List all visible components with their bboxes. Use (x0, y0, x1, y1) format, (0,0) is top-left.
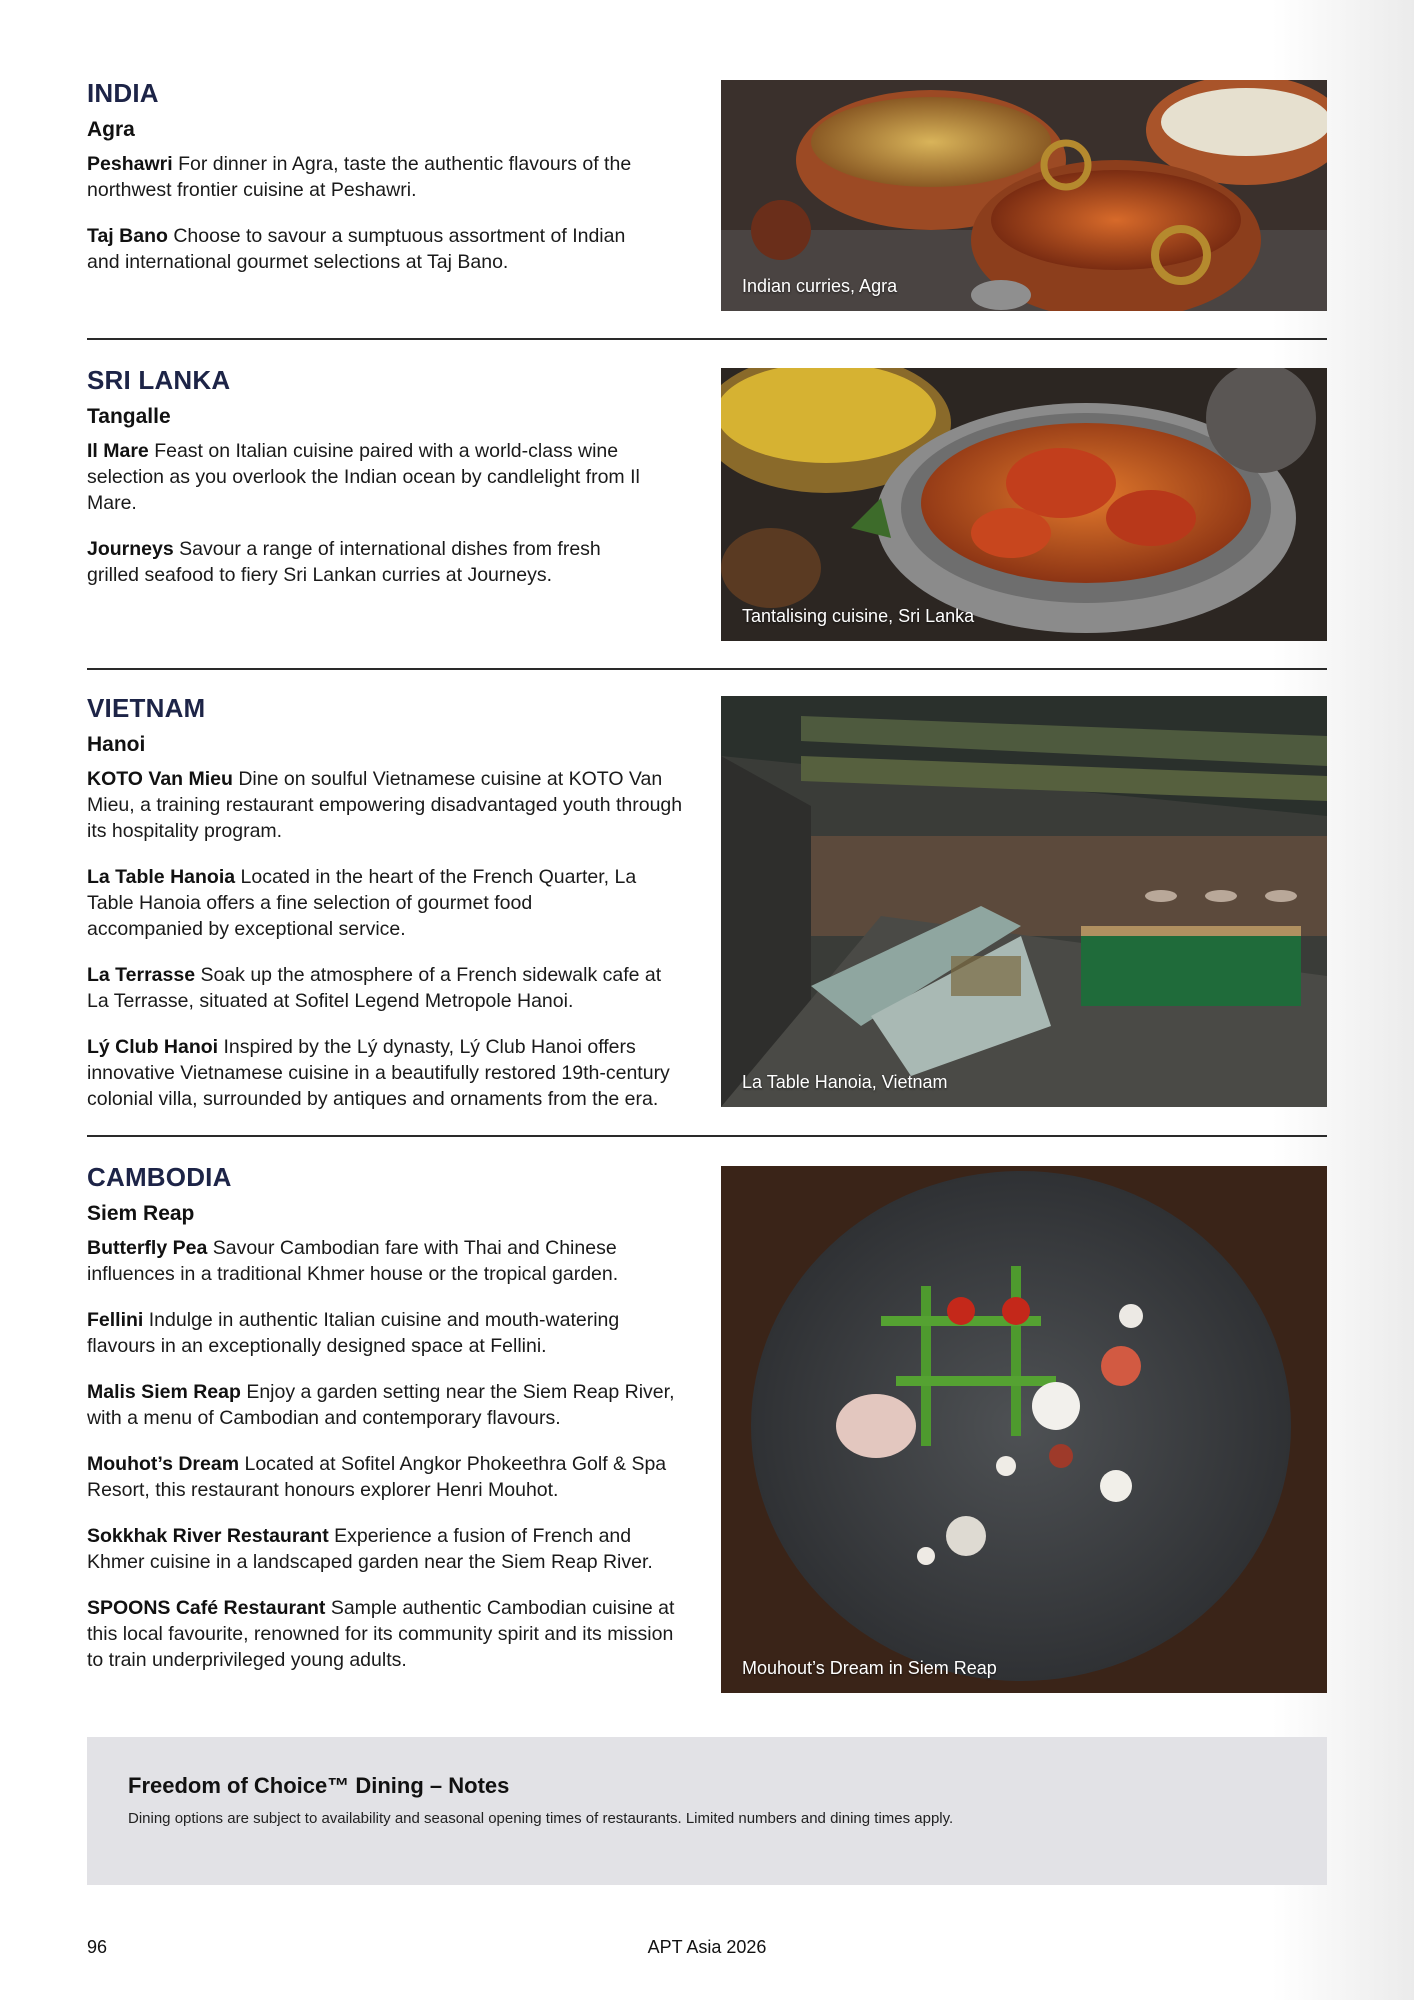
restaurant-entry (87, 536, 647, 588)
plated-dish-photo (721, 1166, 1327, 1693)
restaurant-name: La Terrasse (87, 964, 196, 986)
restaurant-description: Sample authentic Cambodian cuisine at this local favourite, renowned for its community spirit and its mission to train underprivileged young adults. (87, 1597, 675, 1671)
restaurant-entry (87, 864, 647, 942)
country-heading: VIETNAM (87, 693, 206, 723)
section-divider (87, 338, 1327, 340)
section-divider (87, 668, 1327, 670)
restaurant-name: Fellini (87, 1309, 144, 1331)
photo-caption: Tantalising cuisine, Sri Lanka (742, 606, 975, 626)
restaurant-description: For dinner in Agra, taste the authentic flavours of the northwest frontier cuisine at Peshawri. (87, 153, 632, 201)
country-heading: SRI LANKA (87, 365, 231, 395)
restaurant-entry (87, 1379, 677, 1431)
notes-body: Dining options are subject to availability and seasonal opening times of restaurants. Limited numbers and dining times apply. (128, 1810, 954, 1827)
restaurant-entry (87, 766, 687, 844)
restaurant-interior-photo (721, 696, 1327, 1107)
restaurant-entry (87, 1235, 677, 1287)
restaurant-description: Located at Sofitel Angkor Phokeethra Golf & Spa Resort, this restaurant honours explorer Henri Mouhot. (87, 1453, 667, 1501)
restaurant-entry (87, 962, 687, 1014)
restaurant-entry (87, 151, 687, 203)
restaurant-description: Located in the heart of the French Quarter, La Table Hanoia offers a fine selection of gourmet food accompanied by exceptional service. (87, 866, 637, 940)
city-heading: Hanoi (87, 733, 146, 756)
restaurant-description: Enjoy a garden setting near the Siem Reap River, with a menu of Cambodian and contemporary flavours. (87, 1381, 675, 1429)
section-text (87, 78, 687, 295)
city-heading: Tangalle (87, 405, 171, 428)
restaurant-name: Lý Club Hanoi (87, 1036, 219, 1058)
country-heading: CAMBODIA (87, 1162, 232, 1192)
restaurant-entry (87, 1523, 687, 1575)
restaurant-name: La Table Hanoia (87, 866, 236, 888)
restaurant-name: Taj Bano (87, 225, 168, 247)
photo-caption: La Table Hanoia, Vietnam (742, 1072, 948, 1092)
restaurant-name: Butterfly Pea (87, 1237, 208, 1259)
restaurant-name: Peshawri (87, 153, 173, 175)
restaurant-name: KOTO Van Mieu (87, 768, 233, 790)
restaurant-description: Dine on soulful Vietnamese cuisine at KOTO Van Mieu, a training restaurant empowering disadvantaged youth through its hospitality program. (87, 768, 683, 842)
restaurant-name: Mouhot’s Dream (87, 1453, 240, 1475)
publication-title: APT Asia 2026 (647, 1937, 767, 1957)
restaurant-entry (87, 1595, 687, 1673)
curry-bowls-photo (721, 80, 1327, 311)
restaurant-description: Experience a fusion of French and Khmer cuisine in a landscaped garden near the Siem Reap River. (87, 1525, 653, 1573)
section-text (87, 365, 687, 608)
city-heading: Agra (87, 118, 135, 141)
section-divider (87, 1135, 1327, 1137)
country-heading: INDIA (87, 78, 159, 108)
restaurant-description: Savour Cambodian fare with Thai and Chinese influences in a traditional Khmer house or the tropical garden. (87, 1237, 619, 1285)
notes-title: Freedom of Choice™ Dining – Notes (128, 1773, 510, 1798)
restaurant-entry (87, 1307, 677, 1359)
section-text (87, 693, 687, 1132)
restaurant-name: Malis Siem Reap (87, 1381, 241, 1403)
city-heading: Siem Reap (87, 1202, 195, 1225)
page-number: 96 (87, 1937, 108, 1957)
restaurant-name: Il Mare (87, 440, 149, 462)
restaurant-entry (87, 223, 647, 275)
restaurant-name: Sokkhak River Restaurant (87, 1525, 329, 1547)
restaurant-entry (87, 1034, 687, 1112)
section-text (87, 1162, 687, 1693)
restaurant-description: Savour a range of international dishes from fresh grilled seafood to fiery Sri Lankan curries at Journeys. (87, 538, 601, 586)
photo-caption: Indian curries, Agra (742, 276, 898, 296)
restaurant-description: Indulge in authentic Italian cuisine and mouth-watering flavours in an exceptionally designed space at Fellini. (87, 1309, 620, 1357)
restaurant-description: Soak up the atmosphere of a French sidewalk cafe at La Terrasse, situated at Sofitel Legend Metropole Hanoi. (87, 964, 662, 1012)
restaurant-entry (87, 438, 667, 516)
restaurant-description: Choose to savour a sumptuous assortment of Indian and international gourmet selections at Taj Bano. (87, 225, 626, 273)
restaurant-description: Inspired by the Lý dynasty, Lý Club Hanoi offers innovative Vietnamese cuisine in a beautifully restored 19th-century colonial villa, surrounded by antiques and ornaments from the era. (87, 1036, 670, 1110)
restaurant-name: SPOONS Café Restaurant (87, 1597, 326, 1619)
photo-caption: Mouhout’s Dream in Siem Reap (742, 1658, 997, 1678)
crab-curry-photo (721, 368, 1327, 641)
restaurant-description: Feast on Italian cuisine paired with a world-class wine selection as you overlook the Indian ocean by candlelight from Il Mare. (87, 440, 640, 514)
dining-notes-box (87, 1737, 1327, 1885)
restaurant-entry (87, 1451, 687, 1503)
restaurant-name: Journeys (87, 538, 174, 560)
